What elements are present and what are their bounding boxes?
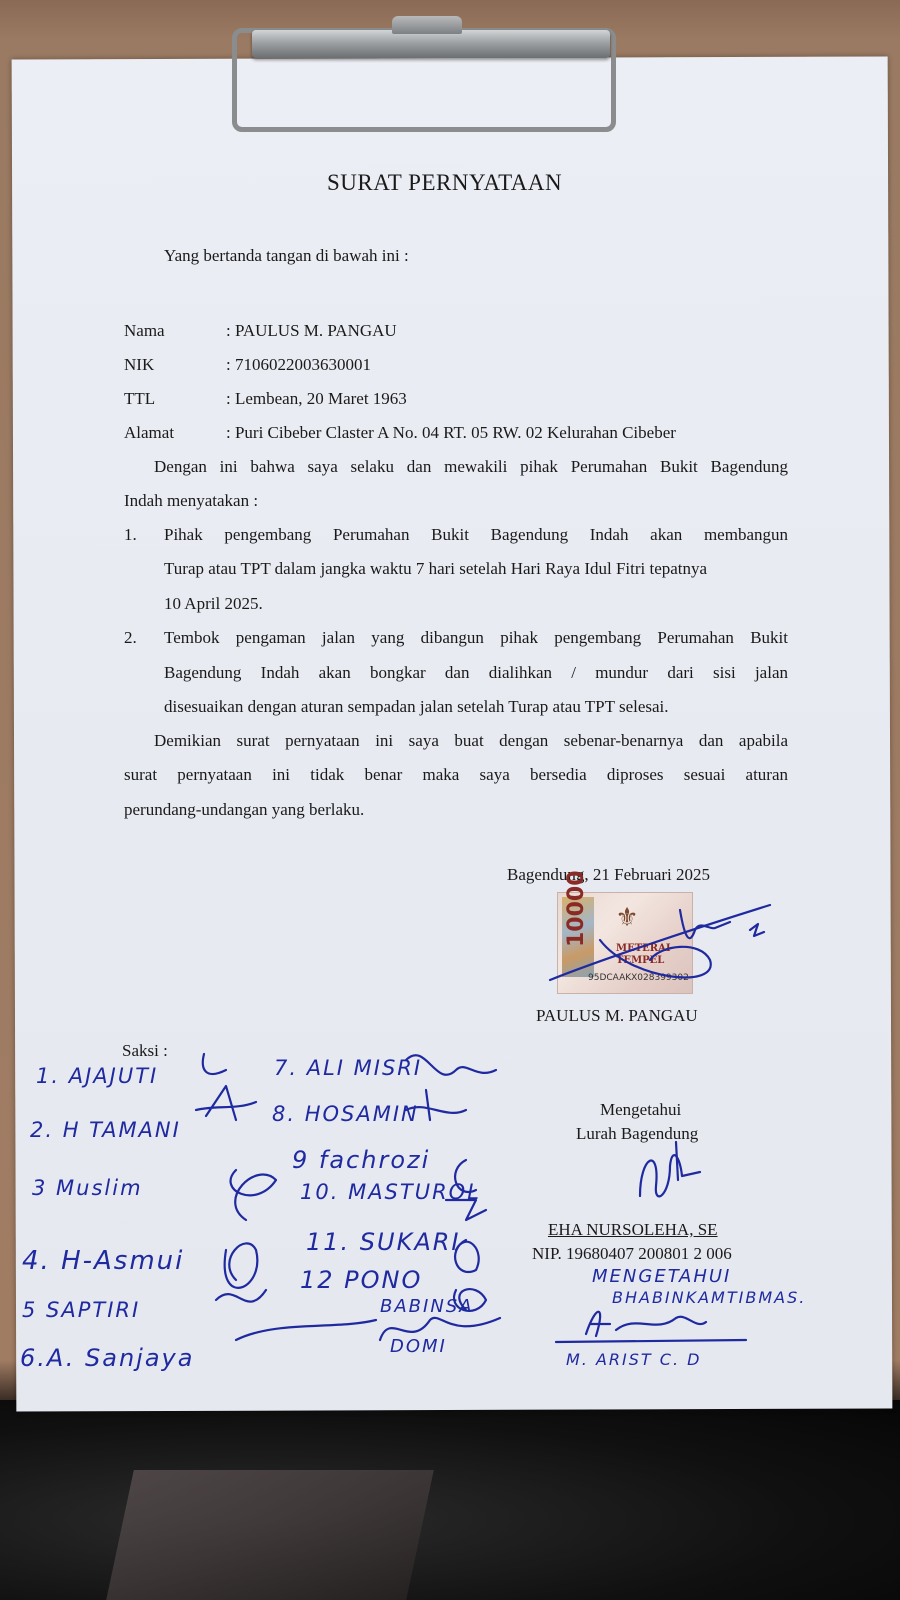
babinkamtibmas-label: BHABINKAMTIBMAS. — [612, 1288, 807, 1307]
statement-line-1: Dengan ini bahwa saya selaku dan mewakili pihak Perumahan Bukit Bagendung — [154, 457, 788, 476]
witness-1: 1. AJAJUTI — [36, 1064, 159, 1088]
witness-label: Saksi : — [122, 1041, 168, 1060]
garuda-emblem-icon: ⚜ — [615, 903, 639, 932]
witness-7: 7. ALI MISRI — [274, 1056, 423, 1080]
stamp-value: 10000 — [564, 870, 589, 947]
lurah-nip: NIP. 19680407 200801 2 006 — [532, 1244, 732, 1263]
identity-label-nama: Nama — [124, 321, 165, 340]
place-date: Bagendung, 21 Februari 2025 — [507, 865, 711, 884]
witness-3: 3 Muslim — [32, 1176, 143, 1200]
closing-line-1: Demikian surat pernyataan ini saya buat dengan sebenar-benarnya dan apabila — [154, 731, 788, 750]
identity-value-ttl: : Lembean, 20 Maret 1963 — [226, 389, 407, 408]
witness-10: 10. MASTUROL — [300, 1180, 481, 1204]
clipboard-clamp — [252, 30, 610, 58]
background-fabric — [106, 1470, 434, 1600]
babinsa-signature — [370, 1310, 510, 1350]
stamp-label-meterai: METERAI — [616, 943, 671, 954]
lurah-name: EHA NURSOLEHA, SE — [548, 1220, 718, 1239]
clipboard-tab — [392, 16, 462, 34]
babinkamtibmas-name: M. ARIST C. D — [566, 1350, 702, 1369]
signatory-signature — [540, 900, 780, 990]
identity-label-nik: NIK — [124, 355, 155, 374]
intro-text: Yang bertanda tangan di bawah ini : — [164, 246, 409, 265]
babinkamtibmas-signature — [556, 1304, 756, 1348]
closing-line-2: surat pernyataan ini tidak benar maka saya bersedia diproses sesuai aturan — [124, 765, 788, 784]
identity-value-nama: : PAULUS M. PANGAU — [226, 321, 397, 340]
babinsa-label: BABINSA — [380, 1296, 474, 1317]
point-1-line-2: Turap atau TPT dalam jangka waktu 7 hari setelah Hari Raya Idul Fitri tepatnya — [164, 559, 708, 578]
babinkamtibmas-heading: MENGETAHUI — [592, 1266, 732, 1287]
document-title: SURAT PERNYATAAN — [327, 170, 563, 195]
point-2-line-1: Tembok pengaman jalan yang dibangun pihak pengembang Perumahan Bukit — [164, 628, 788, 647]
acknowledge-line-1: Mengetahui — [600, 1100, 682, 1119]
witness-8: 8. HOSAMIN — [272, 1102, 419, 1126]
stamp-label-tempel: TEMPEL — [616, 955, 665, 966]
witness-11: 11. SUKARI — [306, 1228, 461, 1256]
acknowledge-line-2: Lurah Bagendung — [576, 1124, 699, 1143]
statement-line-2: Indah menyatakan : — [124, 491, 259, 510]
identity-value-nik: : 7106022003630001 — [226, 355, 371, 374]
identity-label-alamat: Alamat — [124, 423, 175, 442]
point-1-number: 1. — [124, 525, 137, 544]
babinsa-name: DOMI — [390, 1336, 447, 1357]
point-2-line-2: Bagendung Indah akan bongkar dan dialihkan / mundur dari sisi jalan — [164, 663, 788, 682]
identity-value-alamat: : Puri Cibeber Claster A No. 04 RT. 05 RW. 02 Kelurahan Cibeber — [226, 423, 676, 442]
witness-4: 4. H-Asmui — [22, 1246, 185, 1276]
identity-label-ttl: TTL — [124, 389, 156, 408]
point-1-line-3: 10 April 2025. — [164, 594, 263, 613]
witness-5: 5 SAPTIRI — [22, 1298, 141, 1322]
point-2-number: 2. — [124, 628, 137, 647]
closing-line-3: perundang-undangan yang berlaku. — [124, 800, 365, 819]
stamp-serial: 95DCAAKX028399302 — [588, 973, 689, 983]
witness-12: 12 PONO — [300, 1266, 423, 1294]
witness-9: 9 fachrozi — [292, 1146, 431, 1174]
lurah-signature — [630, 1136, 720, 1212]
witness-2: 2. H TAMANI — [30, 1118, 181, 1142]
point-2-line-3: disesuaikan dengan aturan sempadan jalan setelah Turap atau TPT selesai. — [164, 697, 669, 716]
point-1-line-1: Pihak pengembang Perumahan Bukit Bagendung Indah akan membangun — [164, 525, 788, 544]
witness-6: 6.A. Sanjaya — [20, 1344, 195, 1372]
signatory-name: PAULUS M. PANGAU — [536, 1006, 698, 1025]
